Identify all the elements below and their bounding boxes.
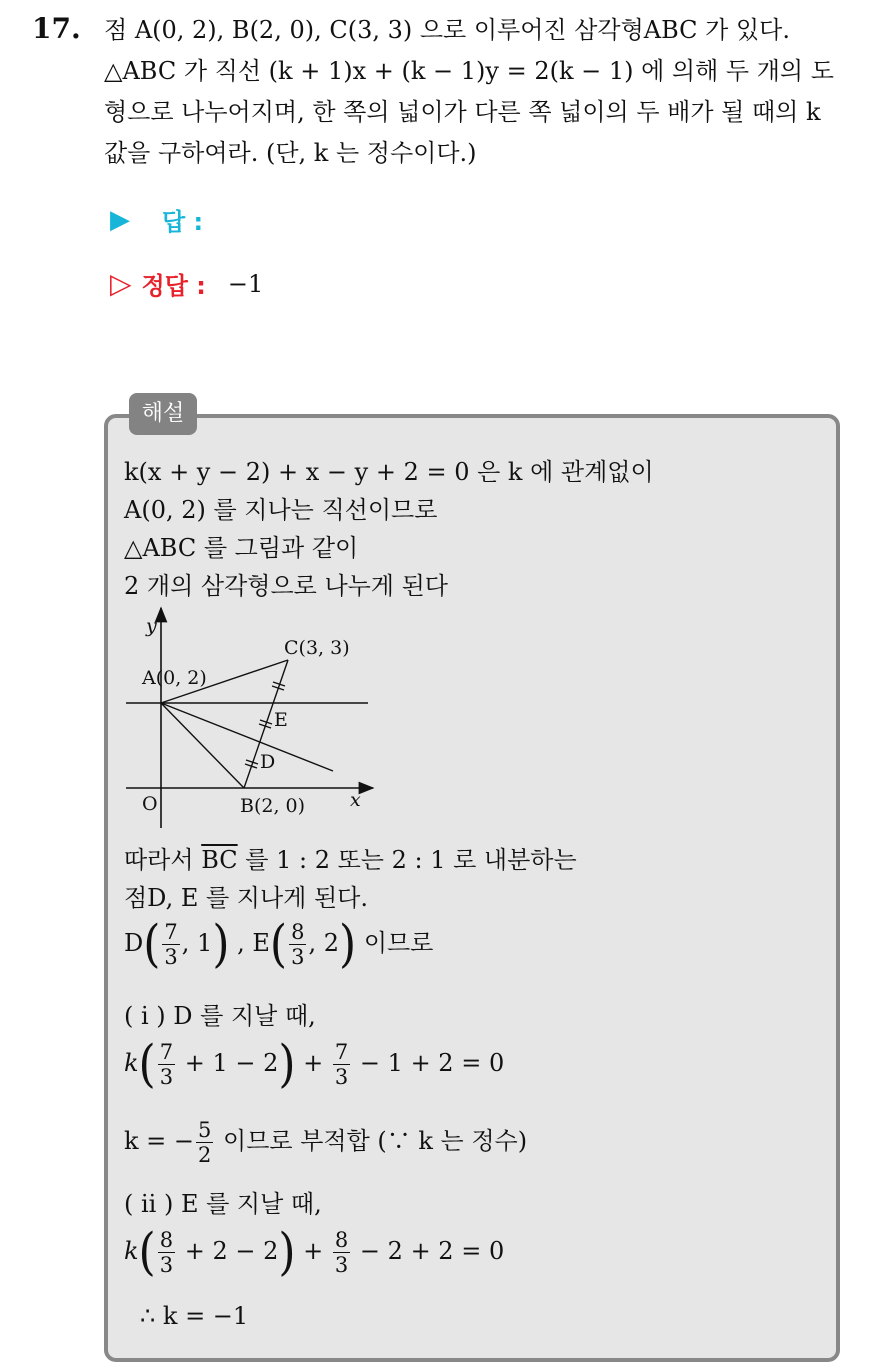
origin-label: O (142, 793, 158, 815)
solution-line: k(x + y − 2) + x − y + 2 = 0 은 k 에 관계없이 (124, 458, 654, 486)
point-e-label: E (274, 709, 288, 731)
equation-case-2: k( $\frac{8}{3}$ + 2 − 2) + $\frac{8}{3}$ − 2 + 2 = 0 (124, 1222, 505, 1282)
point-a-label: A(0, 2) (142, 667, 207, 689)
equation-case-1: k( $\frac{7}{3}$ + 1 − 2) + $\frac{7}{3}$ − 1 + 2 = 0 (124, 1034, 505, 1094)
question-line: 형으로 나누어지며, 한 쪽의 넓이가 다른 쪽 넓이의 두 배가 될 때의 k (104, 98, 821, 126)
segment-ab (161, 703, 244, 788)
correct-answer-row (110, 266, 263, 301)
y-axis-label: y (146, 615, 157, 637)
answer-row (110, 202, 203, 237)
point-b-label: B(2, 0) (240, 795, 306, 817)
outline-arrow-icon: ▷ (110, 267, 132, 300)
solution-line: A(0, 2) 를 지나는 직선이므로 (124, 496, 438, 524)
question-text (104, 10, 864, 174)
correct-answer-label: 정답 : (141, 272, 206, 300)
point-d-label: D (260, 751, 276, 773)
point-c-label: C(3, 3) (284, 637, 350, 659)
case-heading: ( ii ) E 를 지날 때, (124, 1190, 322, 1218)
answer-label: 답 : (162, 208, 204, 236)
correct-answer-value: −1 (227, 269, 264, 298)
question-number: 17. (32, 12, 81, 45)
solution-line: △ABC 를 그림과 같이 (124, 534, 359, 562)
question-line: 점 A(0, 2), B(2, 0), C(3, 3) 으로 이루어진 삼각형ABC 가 있다. (104, 16, 790, 44)
question-line: 값을 구하여라. (단, k 는 정수이다.) (104, 139, 477, 167)
solution-tag: 해설 (129, 393, 197, 435)
solution-line: 2 개의 삼각형으로 나누게 된다 (124, 572, 448, 600)
conclusion: ∴ k = −1 (140, 1302, 249, 1330)
segment-bc-label: $\overline{BC}$ (201, 846, 238, 874)
coordinates-line: D( $\frac{7}{3}$ , 1) , E( $\frac{8}{3}$ , 2) 이므로 (124, 914, 434, 974)
solution-line: 점D, E 를 지나게 된다. (124, 884, 368, 912)
play-arrow-icon: ▶ (110, 204, 130, 235)
case-heading: ( i ) D 를 지날 때, (124, 1002, 316, 1030)
x-axis-label: x (350, 789, 361, 811)
triangle-graph (118, 600, 388, 840)
k-value-line: k = − $\frac{5}{2}$ 이므로 부적합 (∵ k 는 정수) (124, 1118, 528, 1167)
solution-line: 따라서 $\overline{BC}$ 를 1 : 2 또는 2 : 1 로 내분하는 (124, 846, 577, 874)
question-line: △ABC 가 직선 (k + 1)x + (k − 1)y = 2(k − 1) 에 의해 두 개의 도 (104, 57, 834, 85)
